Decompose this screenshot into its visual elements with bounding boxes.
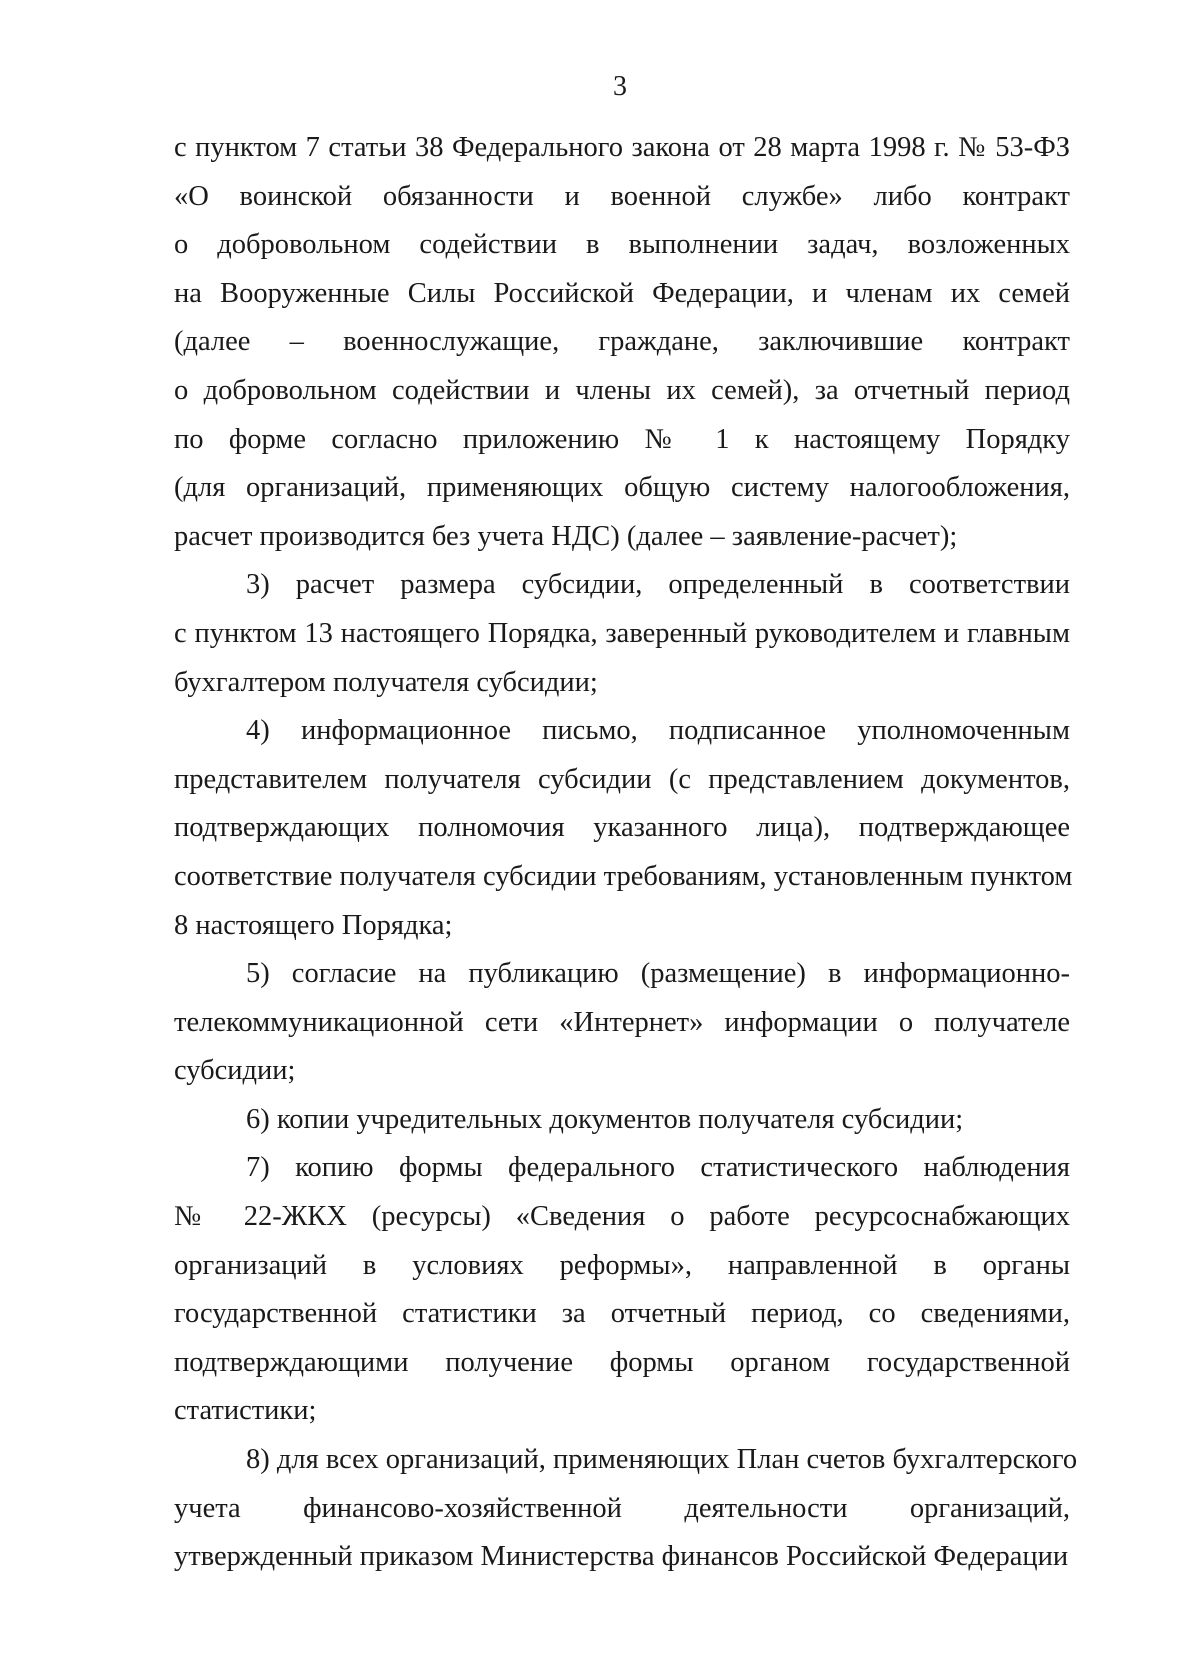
document-body — [174, 124, 1078, 1582]
text-line: по форме согласно приложению № 1 к настоящему Порядку — [174, 423, 1070, 455]
text-line: о добровольном содействии в выполнении задач, возложенных — [174, 229, 1070, 261]
paragraph — [174, 950, 1070, 1096]
paragraph — [174, 561, 1070, 707]
text-line: субсидии; — [174, 1055, 296, 1087]
paragraph — [174, 1144, 1070, 1436]
paragraph — [174, 124, 1070, 561]
paragraph — [174, 1436, 1078, 1582]
text-line: подтверждающими получение формы органом государственной — [174, 1346, 1070, 1378]
text-line: организаций в условиях реформы», направленной в органы — [174, 1249, 1070, 1281]
text-line: подтверждающих полномочия указанного лица), подтверждающее — [174, 812, 1070, 844]
text-line: 8 настоящего Порядка; — [174, 909, 453, 941]
text-line: с пунктом 7 статьи 38 Федерального закона от 28 марта 1998 г. № 53-ФЗ — [174, 132, 1070, 163]
text-line: утвержденный приказом Министерства финансов Российской Федерации — [174, 1541, 1069, 1573]
text-line: соответствие получателя субсидии требованиям, установленным пунктом — [174, 860, 1073, 892]
text-line: представителем получателя субсидии (с представлением документов, — [174, 763, 1070, 795]
text-line: 8) для всех организаций, применяющих План счетов бухгалтерского — [246, 1444, 1078, 1476]
text-line: с пунктом 13 настоящего Порядка, заверенный руководителем и главным — [174, 617, 1070, 649]
text-line: «О воинской обязанности и военной службе» либо контракт — [174, 180, 1070, 212]
text-line: 3) расчет размера субсидии, определенный в соответствии — [246, 569, 1070, 601]
paragraph — [174, 707, 1073, 950]
text-line: бухгалтером получателя субсидии; — [174, 666, 598, 698]
text-line: 6) копии учредительных документов получателя субсидии; — [246, 1103, 964, 1135]
text-line: 7) копию формы федерального статистического наблюдения — [246, 1152, 1070, 1184]
text-line: расчет производится без учета НДС) (далее – заявление-расчет); — [174, 520, 958, 552]
paragraph — [174, 1096, 1070, 1145]
text-line: государственной статистики за отчетный период, со сведениями, — [174, 1298, 1070, 1330]
text-line: 5) согласие на публикацию (размещение) в информационно- — [246, 958, 1070, 990]
text-line: (далее – военнослужащие, граждане, заключившие контракт — [174, 326, 1070, 358]
page-number: 3 — [613, 71, 627, 102]
text-line: на Вооруженные Силы Российской Федерации, и членам их семей — [174, 277, 1070, 309]
text-line: о добровольном содействии и члены их семей), за отчетный период — [174, 374, 1070, 406]
text-line: учета финансово-хозяйственной деятельности организаций, — [174, 1492, 1070, 1524]
text-line: 4) информационное письмо, подписанное уполномоченным — [246, 715, 1070, 747]
text-line: (для организаций, применяющих общую систему налогообложения, — [174, 472, 1070, 504]
text-line: № 22-ЖКХ (ресурсы) «Сведения о работе ресурсоснабжающих — [174, 1201, 1070, 1233]
text-line: телекоммуникационной сети «Интернет» информации о получателе — [174, 1006, 1070, 1038]
text-line: статистики; — [174, 1395, 317, 1427]
